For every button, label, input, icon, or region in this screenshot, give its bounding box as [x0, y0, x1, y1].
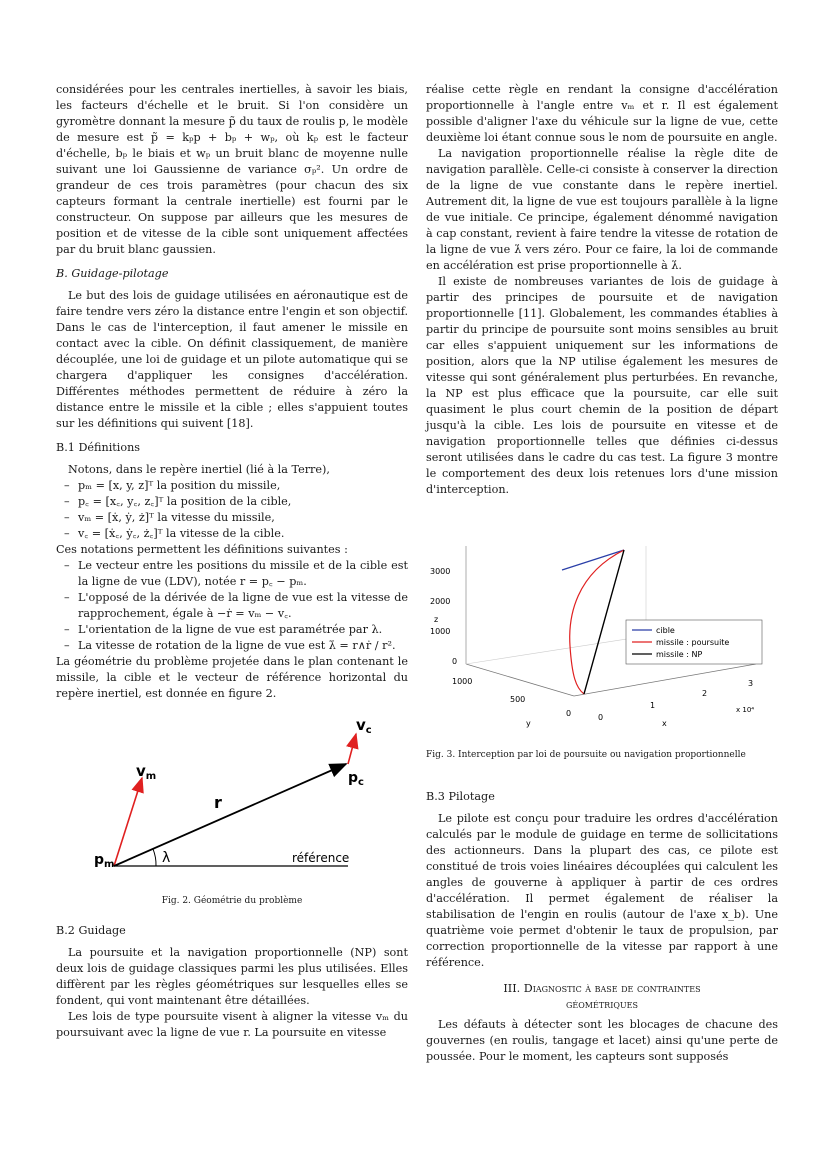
paragraph-geometrie: La géométrie du problème projetée dans le plan contenant le missile, la cible et le vecteur de référence horizontal du repère inertiel, est donnée en figure 2. [56, 655, 408, 700]
paragraph-pilotage: Le pilote est conçu pour traduire les ordres d'accélération calculés par le module de guidage en terme de sollicitations des actionneurs. Dans la plupart des cas, ce pilote est constitué de trois voies linéaires découplées qui calculent les angles de gouverne à appliquer à partir de ces ordres d'accélération. Il permet également de réaliser la stabilisation de l'engin en roulis (autour de l'axe x_b). Une quatrième voie permet d'obtenir le taux de propulsion, par correction proportionnelle de la vitesse par rapport à une référence. [426, 812, 778, 969]
z-tick: 1000 [430, 627, 451, 636]
paragraph-notons: Notons, dans le repère inertiel (lié à la Terre), [68, 463, 330, 476]
paragraph-guidage: Le but des lois de guidage utilisées en aéronautique est de faire tendre vers zéro la distance entre l'engin et son objectif. Dans le cas de l'interception, il faut amener le missile en contact avec la cible. On définit classiquement, de manière découplée, une loi de guidage et un pilote automatique qui se chargera d'appliquer les consignes d'accélération. Différentes méthodes permettent de réduire à zéro la distance entre le missile et la cible ; elles s'appuient toutes sur les définitions qui suivent [18]. [56, 289, 408, 430]
list-item: – La vitesse de rotation de la ligne de vue est λ̇ = r∧ṙ / r². [78, 638, 408, 654]
figure-3 [426, 546, 778, 763]
list-item: – vₘ = [ẋ, ẏ, ż]ᵀ la vitesse du missile, [78, 510, 408, 526]
paragraph-ces-notations: Ces notations permettent les définitions suivantes : [56, 543, 348, 556]
left-column [56, 82, 408, 1041]
geometry-diagram [56, 716, 408, 886]
label-pc: $p_c$ [348, 770, 364, 788]
lambda-arc [153, 849, 156, 866]
right-column [426, 82, 778, 1065]
notation-list [56, 478, 408, 542]
list-item: – p꜀ = [x꜀, y꜀, z꜀]ᵀ la position de la cible, [78, 494, 408, 510]
label-reference: référence [292, 851, 350, 865]
list-item: – pₘ = [x, y, z]ᵀ la position du missile, [78, 478, 408, 494]
x-multiplier: x 10⁴ [736, 706, 755, 714]
x-tick: 2 [702, 689, 708, 698]
list-item: – L'opposé de la dérivée de la ligne de vue est la vitesse de rapprochement, égale à −ṙ = vₘ − v꜀. [78, 590, 408, 622]
interception-3d-plot [426, 546, 778, 732]
paragraph-r1: réalise cette règle en rendant la consigne d'accélération proportionnelle à l'angle entre vₘ et r. Il est également possible d'aligner l'axe du véhicule sur la ligne de vue, cette deuxième loi étant connue sous le nom de poursuite en angle. [426, 83, 778, 144]
section-heading-B: B. Guidage-pilotage [56, 267, 169, 280]
series-cible [562, 550, 624, 570]
label-pm: $p_m$ [94, 852, 115, 870]
figure-3-caption: Fig. 3. Interception par loi de poursuite ou navigation proportionnelle [426, 750, 746, 760]
list-item: – Le vecteur entre les positions du missile et de la cible est la ligne de vue (LDV), notée r = p꜀ − pₘ. [78, 558, 408, 590]
x-tick: 3 [748, 679, 754, 688]
figure-2-caption: Fig. 2. Géométrie du problème [161, 896, 303, 906]
series-poursuite [570, 550, 624, 694]
y-tick: 1000 [452, 677, 473, 686]
series-np [584, 550, 624, 694]
section-heading-B3: B.3 Pilotage [426, 790, 495, 803]
y-tick: 500 [510, 695, 526, 704]
label-vm: $v_m$ [136, 762, 157, 782]
z-axis-label: z [434, 615, 439, 624]
x-tick: 1 [650, 701, 656, 710]
label-vc: $v_c$ [356, 716, 372, 736]
list-item: – v꜀ = [ẋ꜀, ẏ꜀, ż꜀]ᵀ la vitesse de la cible. [78, 526, 408, 542]
section-heading-III-line1: III. Diagnostic à base de contraintes [503, 982, 701, 995]
paragraph-r2: La navigation proportionnelle réalise la règle dite de navigation parallèle. Celle-ci consiste à conserver la direction de la ligne de vue constante dans le repère inertiel. Autrement dit, la ligne de vue est toujours parallèle à la ligne de vue initiale. Ce principe, également dénommé navigation à cap constant, revient à faire tendre la vitesse de rotation de la ligne de vue λ̇ vers zéro. Pour ce faire, la loi de commande en accélération est prise proportionnelle à λ̇. [426, 147, 778, 272]
z-tick: 3000 [430, 567, 451, 576]
paragraph-r3: Il existe de nombreuses variantes de lois de guidage à partir des principes de poursuite et de navigation proportionnelle [11]. Globalement, les commandes établies à partir du principe de poursuite sont moins sensibles au bruit car elles s'appuient uniquement sur les informations de position, alors que la NP utilise également les mesures de vitesse qui sont généralement plus perturbées. En revanche, la NP est plus efficace que la poursuite, car elle suit quasiment le plus court chemin de la position de départ jusqu'à la cible. Les lois de poursuite en vitesse et de navigation proportionnelle telles que définies ci-dessus seront utilisées dans le cadre du cas test. La figure 3 montre le comportement des deux lois retenues lors d'une mission d'interception. [426, 275, 778, 496]
z-tick: 0 [452, 657, 458, 666]
paragraph-diagnostic: Les défauts à détecter sont les blocages de chacune des gouvernes (en roulis, tangage et lacet) ainsi qu'une perte de poussée. Pour le moment, les capteurs sont supposés [426, 1018, 778, 1063]
y-axis-label: y [526, 719, 531, 728]
section-heading-B2: B.2 Guidage [56, 924, 126, 937]
z-tick: 2000 [430, 597, 451, 606]
legend-cible: cible [656, 626, 675, 635]
vm-vector [114, 778, 142, 866]
label-r: r [214, 793, 222, 812]
paragraph-guidage-b2a: La poursuite et la navigation proportionnelle (NP) sont deux lois de guidage classiques parmi les plus utilisées. Elles diffèrent par les règles géométriques sur lesquelles elles se fondent, qui vont maintenant être détaillées. [56, 946, 408, 1007]
label-lambda: λ [162, 850, 171, 866]
figure-2 [56, 716, 408, 909]
x-tick: 0 [598, 713, 604, 722]
legend-poursuite: missile : poursuite [656, 638, 730, 647]
y-tick: 0 [566, 709, 572, 718]
x-axis-label: x [662, 719, 667, 728]
vc-vector [348, 734, 356, 764]
paragraph-intro: considérées pour les centrales inertielles, à savoir les biais, les facteurs d'échelle et le bruit. Si l'on considère un gyromètre donnant la mesure p̃ du taux de roulis p, le modèle de mesure est p̃ = kₚp + bₚ + wₚ, où kₚ est le facteur d'échelle, bₚ le biais et wₚ un bruit blanc de moyenne nulle suivant une loi Gaussienne de variance σₚ². Un ordre de grandeur de ces trois paramètres (pour chacun des six capteurs formant la centrale inertielle) est fourni par le constructeur. On suppose par ailleurs que les mesures de position et de vitesse de la cible sont uniquement affectées par du bruit blanc gaussien. [56, 83, 408, 256]
definition-list [56, 558, 408, 654]
list-item: – L'orientation de la ligne de vue est paramétrée par λ. [78, 622, 408, 638]
paragraph-guidage-b2b: Les lois de type poursuite visent à aligner la vitesse vₘ du poursuivant avec la ligne de vue r. La poursuite en vitesse [56, 1010, 408, 1039]
legend-np: missile : NP [656, 650, 703, 659]
section-heading-III-line2: géométriques [566, 998, 638, 1011]
section-heading-B1: B.1 Définitions [56, 441, 141, 454]
